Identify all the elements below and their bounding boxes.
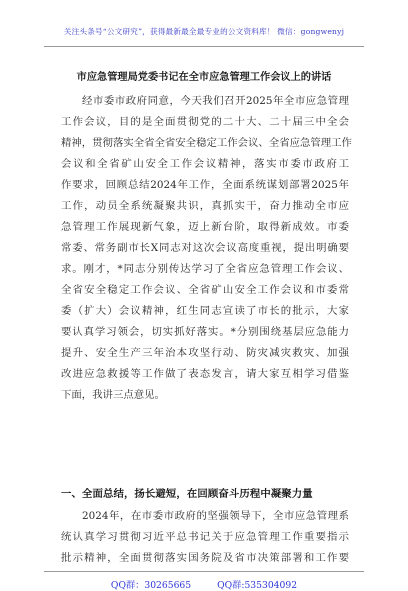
document-title: 市应急管理局党委书记在全市应急管理工作会议上的讲话	[76, 71, 332, 83]
paragraph-line: 委（扩大）会议精神，红生同志宣读了市长的批示，大家	[61, 305, 349, 317]
paragraph-line: 下面，我讲三点意见。	[61, 389, 165, 401]
paragraph-line: 改进应急救援等工作做了表态发言，请大家互相学习借鉴	[61, 368, 349, 380]
footer-qq-group-2: QQ群:535304092	[217, 580, 298, 591]
paragraph-line: 精神，贯彻落实全省全省安全稳定工作会议、全省应急管理工作	[61, 137, 352, 149]
paragraph-line: 批示精神，全面贯彻落实国务院及省市决策部署和工作要	[61, 552, 349, 564]
footer-divider	[44, 571, 364, 572]
paragraph-line: 工作会议，目的是全面贯彻党的二十大、二十届三中全会	[61, 116, 349, 128]
paragraph-line: 会议和全省矿山安全工作会议精神，落实市委市政府工	[61, 158, 349, 170]
paragraph-line: 提升、安全生产三年治本攻坚行动、防灾减灾救灾、加强	[61, 347, 349, 359]
paragraph-line: 常委、常务副市长X同志对这次会议高度重视，提出明确要	[61, 242, 349, 254]
header-divider	[44, 46, 364, 47]
paragraph-line: 工作，动员全系统凝聚共识，真抓实干，奋力推动全市应	[61, 200, 349, 212]
footer	[0, 577, 408, 591]
section-heading-1: 一、全面总结，扬长避短，在回顾奋斗历程中凝聚力量	[61, 488, 313, 500]
paragraph-line: 全省安全稳定工作会议、全省矿山安全工作会议和市委常	[61, 284, 349, 296]
paragraph-line: 求。刚才，*同志分别传达学习了全省应急管理工作会议、	[61, 263, 349, 275]
paragraph-2	[61, 506, 349, 569]
paragraph-line: 2024年，在市委市政府的坚强领导下，全市应急管理系	[82, 510, 349, 522]
footer-qq-group-1: QQ群：30265665	[110, 580, 192, 591]
header-banner: 关注头条号“公文研究”，获得最新最全最专业的公文资料库！ 微信：gongwenyj	[63, 27, 345, 36]
paragraph-line: 作要求，回顾总结2024年工作，全面系统谋划部署2025年	[61, 179, 349, 191]
paragraph-line: 要认真学习领会，切实抓好落实。*分别围绕基层应急能力	[61, 326, 349, 338]
paragraph-line: 急管理工作展现新气象，迈上新台阶，取得新成效。市委	[61, 221, 349, 233]
paragraph-line: 经市委市政府同意，今天我们召开2025年全市应急管理	[82, 95, 349, 107]
paragraph-1	[61, 91, 352, 406]
paragraph-line: 统认真学习贯彻习近平总书记关于应急管理工作重要指示	[61, 531, 349, 543]
